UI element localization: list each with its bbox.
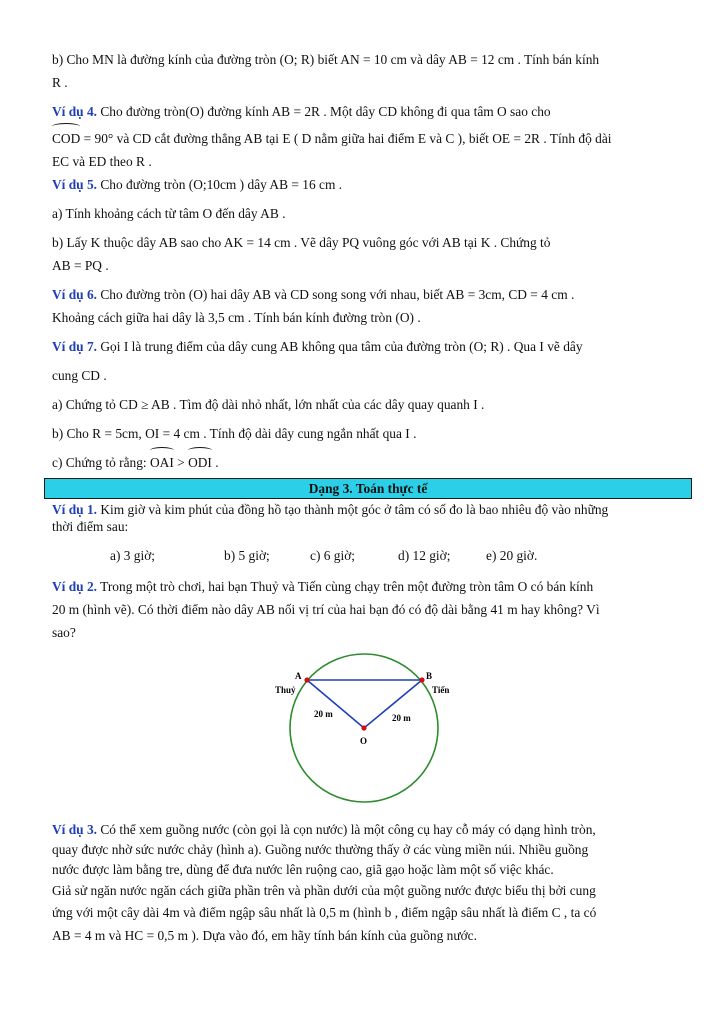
example-6-line2: Khoảng cách giữa hai dây là 3,5 cm . Tính bán kính đường tròn (O) .	[52, 310, 421, 325]
label-tien: Tiến	[432, 685, 450, 695]
example-4-line3: EC và ED theo R .	[52, 154, 152, 169]
circle-figure	[52, 648, 684, 808]
practical-example-1-line2: thời điểm sau:	[52, 519, 129, 534]
example-7-c-end: .	[211, 455, 219, 470]
practical-example-2-label: Ví dụ 2.	[52, 579, 98, 594]
radius-oa	[307, 680, 364, 728]
label-b: B	[426, 671, 433, 681]
example-7-a: a) Chứng tỏ CD ≥ AB . Tìm độ dài nhỏ nhất, lớn nhất của các dây quay quanh I .	[52, 397, 485, 412]
example-7	[52, 335, 684, 358]
practical-example-3	[52, 820, 684, 840]
example-4-text: Cho đường tròn(O) đường kính AB = 2R . Một dây CD không đi qua tâm O sao cho	[97, 104, 551, 119]
example-5-b2: AB = PQ .	[52, 258, 109, 273]
practical-example-3-line4: Giả sử ngăn nước ngăn cách giữa phần trên và phần dưới của một guồng nước được biểu thị bởi cung	[52, 883, 596, 898]
label-o: O	[360, 736, 368, 746]
option-b: b) 5 giờ;	[224, 548, 270, 563]
example-4-text2: = 90° và CD cắt đường thẳng AB tại E ( D nằm giữa hai điểm E và C ), biết OE = 2R . Tính độ dài	[80, 131, 612, 146]
practical-example-3-line5: ứng với một cây dài 4m và điểm ngập sâu nhất là 0,5 m (hình b , điểm ngập sâu nhất là điểm C , ta có	[52, 905, 597, 920]
label-ob-length: 20 m	[392, 713, 411, 723]
example-7-c	[52, 451, 684, 474]
example-4-line2	[52, 127, 684, 150]
label-oa-length: 20 m	[314, 709, 333, 719]
practical-example-3-label: Ví dụ 3.	[52, 822, 98, 837]
document-page	[52, 48, 684, 948]
example-7-c-pre: c) Chứng tỏ rằng:	[52, 455, 150, 470]
example-5-b: b) Lấy K thuộc dây AB sao cho AK = 14 cm . Vẽ dây PQ vuông góc với AB tại K . Chứng tỏ	[52, 235, 551, 250]
point-a	[304, 677, 309, 682]
exercise-b-line: b) Cho MN là đường kính của đường tròn (O; R) biết AN = 10 cm và dây AB = 12 cm . Tính bán kính	[52, 52, 600, 67]
arc-cod: COD	[52, 127, 80, 150]
example-6-label: Ví dụ 6.	[52, 287, 98, 302]
label-a: A	[295, 671, 302, 681]
practical-example-2-line2: 20 m (hình vẽ). Có thời điểm nào dây AB nối vị trí của hai bạn đó có độ dài bằng 41 m hay không? Vì	[52, 602, 600, 617]
example-5	[52, 173, 684, 196]
practical-example-3-line3: nước được làm bằng tre, dùng để đưa nước lên ruộng cao, giã gạo hoặc làm một số việc khác.	[52, 862, 554, 877]
example-5-label: Ví dụ 5.	[52, 177, 98, 192]
example-4-label: Ví dụ 4.	[52, 104, 98, 119]
circle-diagram	[52, 648, 684, 808]
example-6	[52, 283, 684, 306]
example-4	[52, 100, 684, 123]
practical-example-1-text: Kim giờ và kim phút của đồng hồ tạo thành một góc ở tâm có số đo là bao nhiêu độ vào những	[97, 502, 609, 517]
practical-example-2-line3: sao?	[52, 625, 76, 640]
example-5-text: Cho đường tròn (O;10cm ) dây AB = 16 cm .	[97, 177, 343, 192]
practical-example-3-line2: quay được nhờ sức nước chảy (hình a). Guồng nước thường thấy ở các vùng miền núi. Nhiều guồng	[52, 842, 589, 857]
practical-example-1	[52, 501, 684, 518]
practical-example-2	[52, 575, 684, 598]
practical-example-2-text: Trong một trò chơi, hai bạn Thuỷ và Tiến cùng chạy trên một đường tròn tâm O có bán kính	[97, 579, 594, 594]
exercise-b-line-cont: R .	[52, 75, 68, 90]
option-d: d) 12 giờ;	[398, 548, 451, 563]
section-header: Dạng 3. Toán thực tế	[44, 478, 692, 499]
arc-oai: OAI	[150, 451, 174, 474]
point-b	[419, 677, 424, 682]
example-7-text: Gọi I là trung điểm của dây cung AB không qua tâm của đường tròn (O; R) . Qua I vẽ dây	[97, 339, 583, 354]
example-7-label: Ví dụ 7.	[52, 339, 98, 354]
option-a: a) 3 giờ;	[110, 548, 156, 563]
label-thuy: Thuỷ	[275, 685, 296, 695]
point-o	[361, 725, 366, 730]
practical-example-3-line6: AB = 4 m và HC = 0,5 m ). Dựa vào đó, em hãy tính bán kính của guồng nước.	[52, 928, 477, 943]
example-7-c-mid: >	[173, 455, 189, 470]
example-5-a: a) Tính khoảng cách từ tâm O đến dây AB .	[52, 206, 286, 221]
practical-example-3-text: Có thể xem guồng nước (còn gọi là cọn nước) là một công cụ hay cỗ máy có dạng hình tròn,	[97, 822, 596, 837]
option-e: e) 20 giờ.	[486, 548, 538, 563]
example-6-text: Cho đường tròn (O) hai dây AB và CD song song với nhau, biết AB = 3cm, CD = 4 cm .	[97, 287, 575, 302]
example-7-b: b) Cho R = 5cm, OI = 4 cm . Tính độ dài dây cung ngắn nhất qua I .	[52, 426, 417, 441]
practical-example-1-label: Ví dụ 1.	[52, 502, 98, 517]
example-7-line2: cung CD .	[52, 368, 107, 383]
arc-odi: ODI	[188, 451, 212, 474]
options-row	[52, 543, 684, 569]
option-c: c) 6 giờ;	[310, 548, 356, 563]
